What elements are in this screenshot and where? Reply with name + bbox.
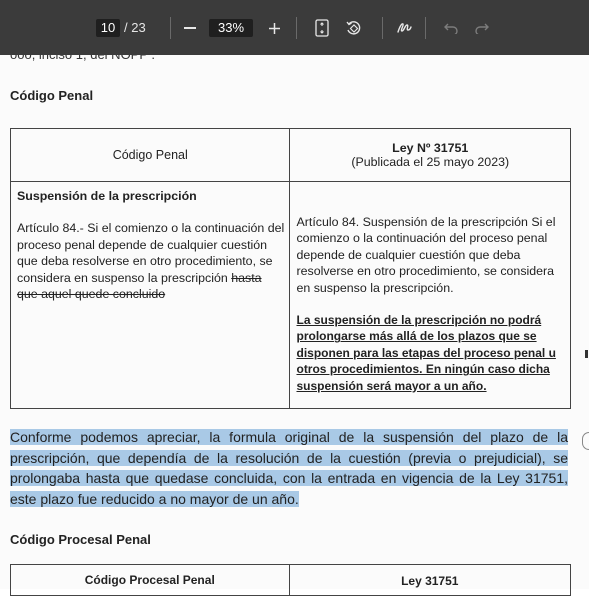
redo-icon	[475, 22, 489, 34]
comparison-table-penal	[10, 128, 571, 409]
zoom-out-button[interactable]	[176, 14, 204, 42]
table-header-codigo-penal: Código Penal	[11, 129, 290, 182]
table-header-ley-31751: Ley 31751	[289, 565, 570, 596]
section-heading-codigo-procesal: Código Procesal Penal	[10, 532, 151, 547]
original-article-body: Artículo 84.- Si el comienzo o la continuación del proceso penal depende de cualquier cuestión que deba resolverse en otro procedimiento, se considera en suspenso la prescripción	[17, 221, 285, 285]
redo-button[interactable]	[468, 14, 496, 42]
undo-button[interactable]	[437, 14, 465, 42]
scroll-edge-marker	[582, 432, 589, 450]
table-header-codigo-procesal: Código Procesal Penal	[11, 565, 290, 596]
original-article-text	[17, 220, 284, 302]
highlighted-text[interactable]: Conforme podemos apreciar, la formula original de la suspensión del plazo de la prescripción, que dependía de la resolución de la cuestión (previa o prejudicial), se prolongaba hasta que quedase concluida, con la entrada en vigencia de la Ley 31751, este plazo fue reducido a no mayor de un año.	[10, 429, 568, 507]
pdf-toolbar	[0, 0, 589, 55]
page-number-input[interactable]: 10	[96, 19, 120, 37]
table-header-ley	[290, 129, 571, 182]
table-cell-original	[11, 182, 290, 409]
struck-text: hasta que aquel quede concluido	[17, 270, 262, 302]
draw-button[interactable]	[391, 14, 419, 42]
table-cell-amended	[290, 182, 571, 409]
plus-icon	[268, 22, 281, 35]
amended-article-body: Artículo 84. Suspensión de la prescripción Si el comienzo o la continuación del proceso penal depende de cualquier cuestión que deba resolverse en otro procedimiento, se considera en suspenso la prescripción.	[296, 215, 556, 295]
rotate-button[interactable]	[340, 14, 368, 42]
toolbar-divider	[170, 17, 171, 39]
edge-dot	[585, 350, 588, 358]
section-heading-codigo-penal: Código Penal	[10, 88, 94, 103]
highlighted-paragraph	[10, 427, 568, 509]
cell-title-suspension: Suspensión de la prescripción	[17, 189, 197, 203]
zoom-in-button[interactable]	[260, 14, 288, 42]
toolbar-divider	[296, 17, 297, 39]
fit-page-button[interactable]	[308, 14, 336, 42]
draw-icon	[396, 20, 414, 36]
table-header-ley-date: (Publicada el 25 mayo 2023)	[351, 155, 510, 169]
fit-page-icon	[315, 19, 329, 37]
toolbar-divider	[382, 17, 383, 39]
comparison-table-procesal	[10, 564, 571, 596]
minus-icon	[184, 27, 196, 29]
amended-added-text: La suspensión de la prescripción no podrá prolongarse más allá de los plazos que se disponen para las etapas del proceso penal u otros procedimientos. En ningún caso dicha suspensión será mayor a un año.	[296, 313, 556, 393]
zoom-level-input[interactable]: 33%	[209, 19, 253, 37]
toolbar-divider	[425, 17, 426, 39]
table-header-ley-title: Ley Nº 31751	[392, 141, 469, 155]
rotate-icon	[345, 19, 363, 37]
undo-icon	[444, 22, 458, 34]
page-total: / 23	[124, 20, 146, 35]
